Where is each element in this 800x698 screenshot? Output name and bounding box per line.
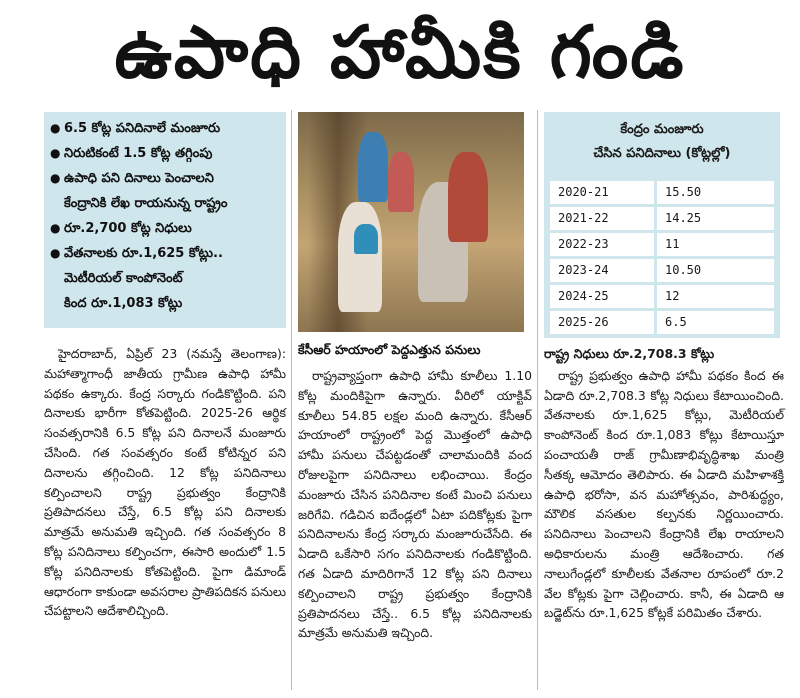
column-divider xyxy=(537,110,538,690)
highlight-text: నిరుటికంటే 1.5 కోట్ల తగ్గింపు xyxy=(64,146,213,161)
highlight-text: రూ.2,700 కోట్ల నిధులు xyxy=(64,221,192,236)
highlight-text: ఉపాధి పని దినాలు పెంచాలని కేంద్రానికి లేఖ రాయనున్న రాష్ట్రం xyxy=(64,171,228,211)
table-year: 2025-26 xyxy=(550,311,654,334)
article-column-3 xyxy=(544,344,784,623)
table-year: 2021-22 xyxy=(550,207,654,230)
highlight-item xyxy=(50,166,282,216)
table-value: 12 xyxy=(657,285,774,308)
table-year: 2022-23 xyxy=(550,233,654,256)
bullet-icon: ● xyxy=(50,146,61,160)
highlight-item xyxy=(50,241,282,316)
photo-figure xyxy=(338,202,382,312)
photo-figure xyxy=(448,152,488,242)
photo-figure xyxy=(354,224,378,254)
table-row xyxy=(550,207,774,230)
bullet-icon: ● xyxy=(50,171,61,185)
table-value: 6.5 xyxy=(657,311,774,334)
article-paragraph: రాష్ట్రవ్యాప్తంగా ఉపాధి హామీ కూలీలు 1.10 కోట్ల మందికిపైగా ఉన్నారు. వీరిలో యాక్టివ్ కూలీలు 54.85 లక్షల మంది ఉన్నారు. కేసీఆర్ హయాంలో రాష్ట్రంలో పెద్ద మొత్తంలో ఉపాధి హామీ పనులు చేపట్టడంతో చాలామందికి వంద రోజులపైగా పనిదినాలు లభించాయి. కేంద్రం మంజూరు చేసిన పనిదినాల కంటే మించి పనులు జరిగేవి. గడిచిన ఐదేండ్లలో ఏటా పదికోట్లకు పైగా పనిదినాలను కేంద్ర సర్కారు మంజూరుచేసేది. ఈ ఏడాది ఒకేసారి సగం పనిదినాలకు గండికొట్టింది. గత ఏడాది మాదిరిగానే 12 కోట్ల పని దినాలు కల్పించాలని రాష్ట్ర ప్రభుత్వం కేంద్రానికి ప్రతిపాదనలు చేస్తే.. 6.5 కోట్ల పనిదినాలకు మాత్రమే అనుమతి ఇచ్చింది. xyxy=(298,368,532,641)
highlights-box xyxy=(44,112,286,328)
workers-photo xyxy=(298,112,524,332)
table-year: 2020-21 xyxy=(550,181,654,204)
highlight-text: 6.5 కోట్ల పనిదినాలే మంజూరు xyxy=(64,121,221,136)
table-year: 2023-24 xyxy=(550,259,654,282)
article-column-2 xyxy=(298,366,532,643)
table-year: 2024-25 xyxy=(550,285,654,308)
table-row xyxy=(550,233,774,256)
table-row xyxy=(550,181,774,204)
photo-caption: కేసీఆర్ హయాంలో పెద్దఎత్తున పనులు xyxy=(298,342,481,357)
article-column-1 xyxy=(44,344,286,621)
headline: ఉపాధి హామీకి గండి xyxy=(114,10,686,94)
subheading: రాష్ట్ర నిధులు రూ.2,708.3 కోట్లు xyxy=(544,346,715,361)
article-paragraph: హైదరాబాద్, ఏప్రిల్ 23 (నమస్తే తెలంగాణ): మహాత్మాగాంధీ జాతీయ గ్రామీణ ఉపాధి హామీ పథకం ఉక్కారు. కేంద్ర సర్కారు గండికొట్టింది. పని దినాలకు భారీగా కోతపెట్టింది. 2025-26 ఆర్థిక సంవత్సరానికి 6.5 కోట్ల పని దినాలనే మంజూరు చేసింది. గత సంవత్సరం కంటే కోటిన్నర పని దినాలను తగ్గించింది. 12 కోట్ల పనిదినాలు కల్పించాలని రాష్ట్ర ప్రభుత్వం కేంద్రానికి ప్రతిపాదనలు చేస్తే, 6.5 కోట్ల పని దినాలకు మాత్రమే అనుమతి ఇచ్చింది. గత సంవత్సరం 8 కోట్ల పనిదినాలు కల్పించగా, ఈసారి అందులో 1.5 కోట్ల పనిదినాలకు కోతపెట్టింది. పైగా డిమాండ్ ఆధారంగా కాకుండా అవసరాల ప్రాతిపదికన పనులు చేపట్టాలని ఆదేశాలిచ్చింది. xyxy=(44,346,286,619)
table-title: కేంద్రం మంజూరు చేసిన పనిదినాలు (కోట్లల్లో) xyxy=(593,122,731,161)
table-value: 11 xyxy=(657,233,774,256)
table-value: 10.50 xyxy=(657,259,774,282)
table-row xyxy=(550,311,774,334)
table-row xyxy=(550,285,774,308)
highlight-text: వేతనాలకు రూ.1,625 కోట్లు.. మెటీరియల్ కాంపోనెంట్ కింద రూ.1,083 కోట్లు xyxy=(64,246,223,311)
table-row xyxy=(550,259,774,282)
bullet-icon: ● xyxy=(50,121,61,135)
column-divider xyxy=(291,110,292,690)
article-paragraph: రాష్ట్ర ప్రభుత్వం ఉపాధి హామీ పథకం కింద ఈ ఏడాది రూ.2,708.3 కోట్ల నిధులు కేటాయించింది. వేతనాలకు రూ.1,625 కోట్లు, మెటీరియల్ కాంపోనెంట్ కింద రూ.1,083 కోట్లు కేటాయిస్తూ పంచాయతీ రాజ్ గ్రామీణాభివృద్ధిశాఖ మంత్రి సీతక్క ఆమోదం తెలిపారు. ఈ ఏడాది మహిళాశక్తి ఉపాధి భరోసా, వన మహోత్సవం, పారిశుద్ధ్యం, మౌలిక వసతుల కల్పనకు నిర్ణయించారు. పనిదినాలు పెంచాలని కేంద్రానికి లేఖ రాయాలని అధికారులను మంత్రి ఆదేశించారు. గత నాలుగేండ్లలో కూలీలకు వేతనాల రూపంలో రూ.2 వేల కోట్లకు పైగా చెల్లించారు. కానీ, ఈ ఏడాది ఆ బడ్జెట్‌ను రూ.1,625 కోట్లకే పరిమితం చేశారు. xyxy=(544,367,784,621)
table-value: 15.50 xyxy=(657,181,774,204)
photo-figure xyxy=(358,132,388,202)
highlight-item xyxy=(50,216,282,241)
highlight-item xyxy=(50,141,282,166)
highlight-item xyxy=(50,116,282,141)
bullet-icon: ● xyxy=(50,221,61,235)
workdays-table xyxy=(544,112,780,338)
table-value: 14.25 xyxy=(657,207,774,230)
photo-figure xyxy=(388,152,414,212)
bullet-icon: ● xyxy=(50,246,61,260)
